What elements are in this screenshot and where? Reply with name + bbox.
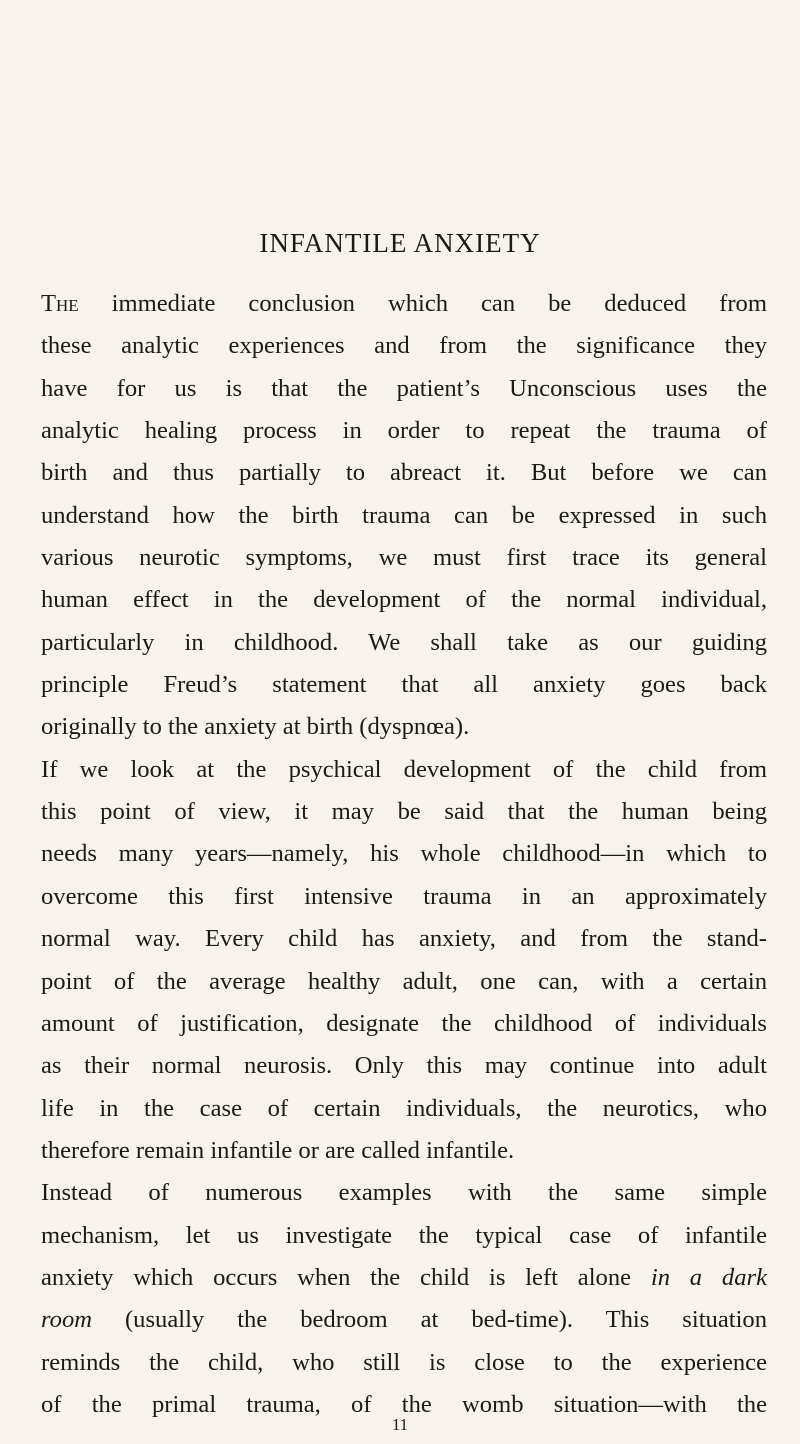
text-line: If we look at the psychical development of the child from — [41, 755, 767, 783]
chapter-title: INFANTILE ANXIETY — [259, 228, 541, 258]
text-line: reminds the child, who still is close to the experience — [41, 1348, 767, 1376]
body-text — [41, 283, 767, 1426]
text-line: have for us is that the patient’s Unconscious uses the — [41, 374, 767, 402]
italic-phrase: in a dark — [650, 1263, 767, 1291]
page-number: 11 — [391, 1415, 409, 1434]
text-line: as their normal neurosis. Only this may continue into adult — [41, 1052, 767, 1080]
text-line: this point of view, it may be said that the human being — [41, 798, 767, 826]
text-line: birth and thus partially to abreact it. But before we can — [41, 459, 767, 487]
text-line: normal way. Every child has anxiety, and from the stand- — [41, 925, 767, 953]
text-line: originally to the anxiety at birth (dyspnœa). — [41, 713, 470, 741]
lead-word: The — [41, 290, 79, 317]
text-line: particularly in childhood. We shall take as our guiding — [41, 628, 767, 656]
text-line: principle Freud’s statement that all anxiety goes back — [41, 671, 767, 699]
italic-phrase: room — [41, 1306, 93, 1334]
text-line: amount of justification, designate the childhood of individuals — [41, 1009, 767, 1037]
text-line: life in the case of certain individuals, the neurotics, who — [41, 1094, 767, 1122]
text-line: these analytic experiences and from the significance they — [41, 332, 767, 360]
text-line: room (usually the bedroom at bed-time). This situation — [41, 1306, 767, 1334]
text-line: point of the average healthy adult, one can, with a certain — [41, 967, 767, 995]
text-line: various neurotic symptoms, we must first trace its general — [41, 544, 767, 572]
text-line: mechanism, let us investigate the typical case of infantile — [41, 1221, 767, 1249]
text-line: anxiety which occurs when the child is left alone in a dark — [41, 1263, 767, 1291]
text-line: understand how the birth trauma can be expressed in such — [41, 501, 767, 529]
text-line: needs many years—namely, his whole childhood—in which to — [41, 840, 767, 868]
text-line: of the primal trauma, of the womb situation—with the — [41, 1390, 767, 1418]
text-line: analytic healing process in order to repeat the trauma of — [41, 417, 767, 445]
text-line: The immediate conclusion which can be deduced from — [41, 290, 767, 317]
text-line: human effect in the development of the normal individual, — [41, 586, 767, 614]
text-line: therefore remain infantile or are called infantile. — [41, 1136, 515, 1164]
text-line: Instead of numerous examples with the same simple — [41, 1179, 767, 1207]
text-line: overcome this first intensive trauma in an approximately — [41, 882, 767, 910]
